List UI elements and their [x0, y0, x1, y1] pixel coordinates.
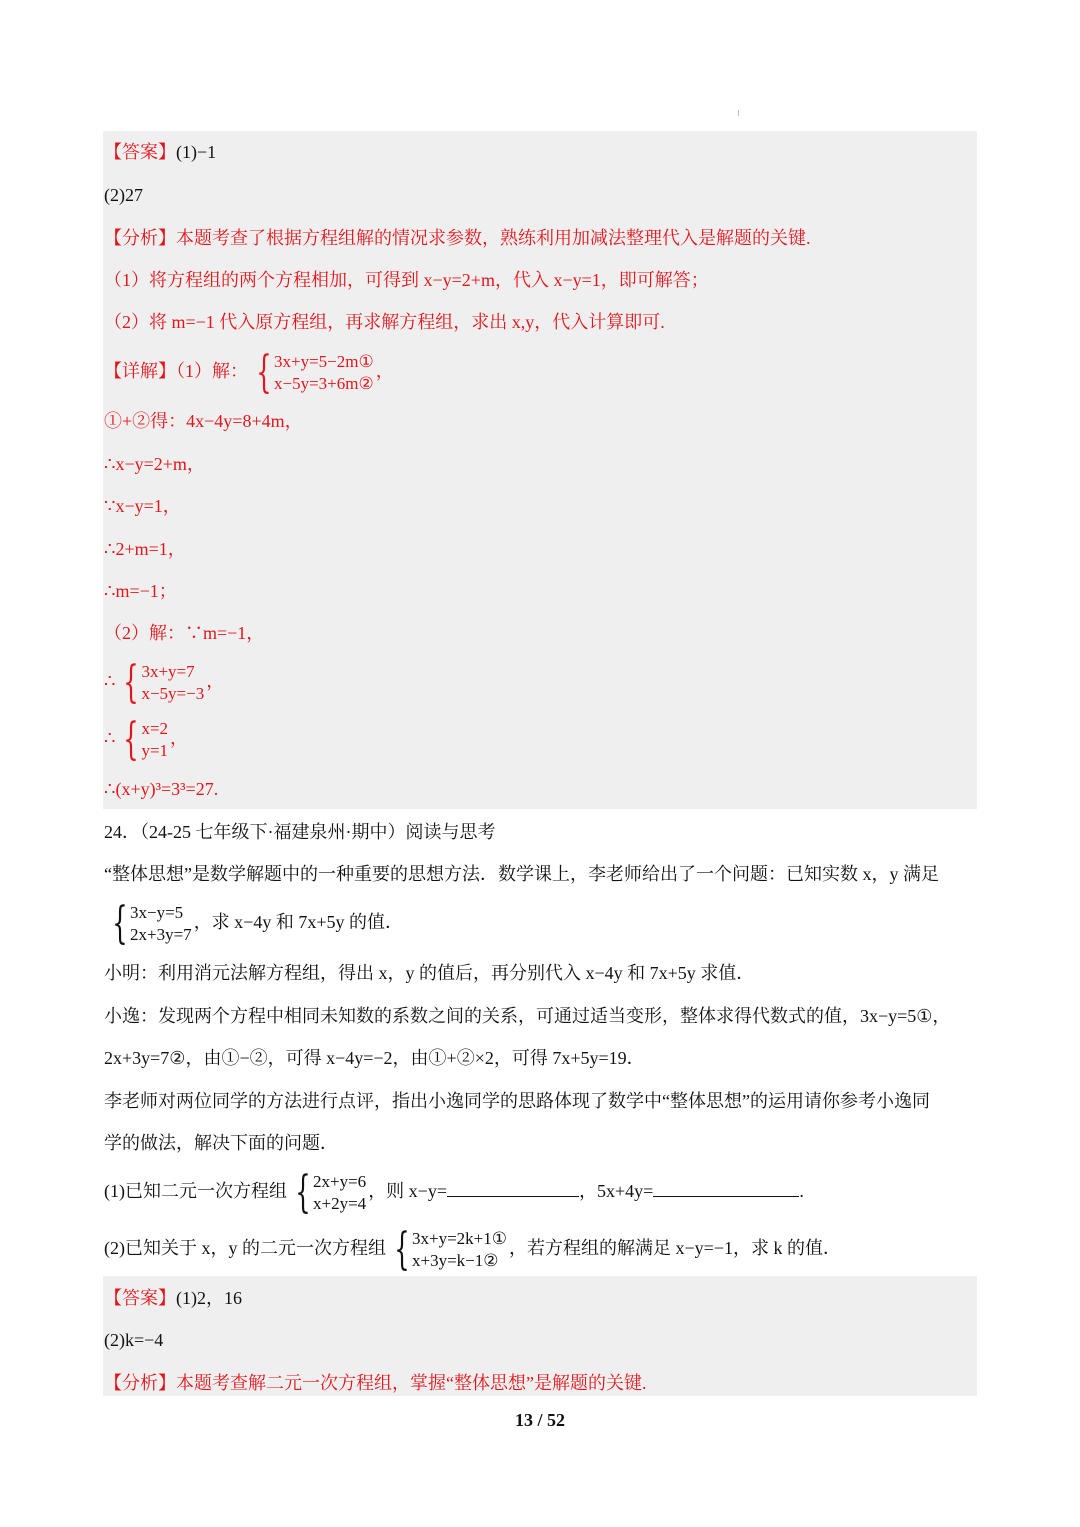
sub-question-2-lead: (2)已知关于 x，y 的二元一次方程组 — [104, 1238, 386, 1258]
sub-question-2 — [104, 1223, 841, 1275]
question-24-para-4: 2x+3y=7②，由①−②，可得 x−4y=−2，由①+②×2，可得 7x+5y=19． — [104, 1048, 645, 1068]
question-24-para-2: 小明：利用消元法解方程组，得出 x，y 的值后，再分别代入 x−4y 和 7x+5y 求值． — [104, 963, 755, 983]
sub-question-1-lead: (1)已知二元一次方程组 — [104, 1181, 287, 1201]
answer-line-2 — [104, 1286, 242, 1310]
system2-eq-1: 3x+y=7 — [141, 661, 195, 681]
question-24-para-1: “整体思想”是数学解题中的一种重要的思想方法．数学课上，李老师给出了一个问题：已知实数 x，y 满足 — [104, 864, 939, 884]
answer-blank-2[interactable] — [653, 1178, 799, 1197]
analysis-text: 本题考查了根据方程组解的情况求参数，熟练利用加减法整理代入是解题的关键. — [176, 228, 811, 248]
analysis-step-1: （1）将方程组的两个方程相加，可得到 x−y=2+m，代入 x−y=1，即可解答； — [104, 270, 709, 290]
sub-question-2-system — [388, 1223, 508, 1275]
answer-line-1 — [104, 140, 216, 164]
answer2-part-1: (1)2，16 — [176, 1288, 242, 1308]
sub-question-1-end: . — [799, 1181, 804, 1201]
brace-icon: { — [256, 346, 272, 398]
analysis-step-2: （2）将 m=−1 代入原方程组，再求解方程组，求出 x,y，代入计算即可. — [104, 312, 665, 332]
system-eq-1: 3x+y=5−2m① — [274, 351, 374, 371]
comma: ， — [375, 361, 394, 381]
page-marker — [738, 110, 739, 116]
therefore-symbol: ∴ — [104, 671, 116, 691]
sub-question-1 — [104, 1166, 804, 1218]
detail-system-2-line — [104, 656, 225, 708]
question-24-para-6: 学的做法，解决下面的问题． — [104, 1133, 338, 1153]
system-eq-2: x−5y=3+6m② — [274, 373, 374, 393]
question-24-system-line — [104, 897, 403, 949]
detail-step-3: ∵x−y=1， — [104, 496, 181, 516]
equation-system-3 — [117, 713, 169, 765]
sub-question-1-system — [289, 1166, 367, 1218]
answer-tag: 【答案】 — [104, 1288, 176, 1308]
detail-step-4: ∴2+m=1， — [104, 539, 186, 559]
equation-system-1 — [250, 346, 374, 398]
brace-icon: { — [123, 656, 140, 708]
question-24-para-5: 李老师对两位同学的方法进行点评，指出小逸同学的思路体现了数学中“整体思想”的运用请你参考小逸同 — [104, 1091, 930, 1111]
system3-eq-2: y=1 — [141, 740, 169, 760]
brace-icon: { — [112, 897, 128, 949]
sub-question-1-ask-2: ，5x+4y= — [579, 1181, 654, 1201]
detail-step-1: ①+②得：4x−4y=8+4m， — [104, 411, 303, 431]
detail-step-6: （2）解：∵m=−1， — [104, 623, 265, 643]
answer-blank-1[interactable] — [447, 1178, 579, 1197]
analysis-tag: 【分析】 — [104, 1373, 176, 1393]
detail-system-3-line — [104, 713, 189, 765]
detail-final: ∴(x+y)³=3³=27. — [104, 779, 219, 799]
analysis-line — [104, 226, 811, 250]
sub2-eq-1: 3x+y=2k+1① — [412, 1228, 508, 1248]
detail-line — [104, 346, 394, 398]
detail-step-2: ∴x−y=2+m， — [104, 454, 205, 474]
detail-tag: 【详解】 — [104, 361, 176, 381]
page-number: 13 / 52 — [514, 1410, 565, 1430]
analysis-tag: 【分析】 — [104, 228, 176, 248]
therefore-symbol: ∴ — [104, 728, 116, 748]
system2-eq-2: x−5y=−3 — [141, 683, 205, 703]
sub2-eq-2: x+3y=k−1② — [412, 1250, 499, 1270]
question-24-heading: 24．（24-25 七年级下·福建泉州·期中）阅读与思考 — [104, 822, 496, 842]
brace-icon: { — [295, 1166, 311, 1218]
comma: ， — [170, 728, 189, 748]
sub1-eq-2: x+2y=4 — [313, 1193, 367, 1213]
question-system — [106, 897, 192, 949]
answer2-part-2: (2)k=−4 — [104, 1330, 164, 1350]
question-system-eq-1: 3x−y=5 — [130, 902, 184, 922]
comma: ， — [206, 671, 225, 691]
question-24-para-1b: ，求 x−4y 和 7x+5y 的值． — [193, 912, 403, 932]
answer-part-1: (1)−1 — [176, 142, 217, 162]
question-24-para-3: 小逸：发现两个方程中相同未知数的系数之间的关系，可通过适当变形，整体求得代数式的值，3x−y=5①， — [104, 1006, 951, 1026]
answer-tag: 【答案】 — [104, 142, 176, 162]
system3-eq-1: x=2 — [141, 718, 169, 738]
detail-step-5: ∴m=−1； — [104, 581, 177, 601]
sub1-eq-1: 2x+y=6 — [313, 1171, 367, 1191]
question-system-eq-2: 2x+3y=7 — [130, 924, 192, 944]
sub-question-2-end: ，若方程组的解满足 x−y=−1，求 k 的值． — [509, 1238, 841, 1258]
analysis2-text: 本题考查解二元一次方程组，掌握“整体思想”是解题的关键. — [176, 1373, 647, 1393]
brace-icon: { — [394, 1223, 410, 1275]
analysis2-line — [104, 1371, 646, 1395]
sub-question-1-ask-1: ，则 x−y= — [368, 1181, 447, 1201]
brace-icon: { — [123, 713, 140, 765]
detail-lead: （1）解： — [176, 361, 248, 381]
equation-system-2 — [117, 656, 205, 708]
answer-part-2: (2)27 — [104, 185, 143, 205]
